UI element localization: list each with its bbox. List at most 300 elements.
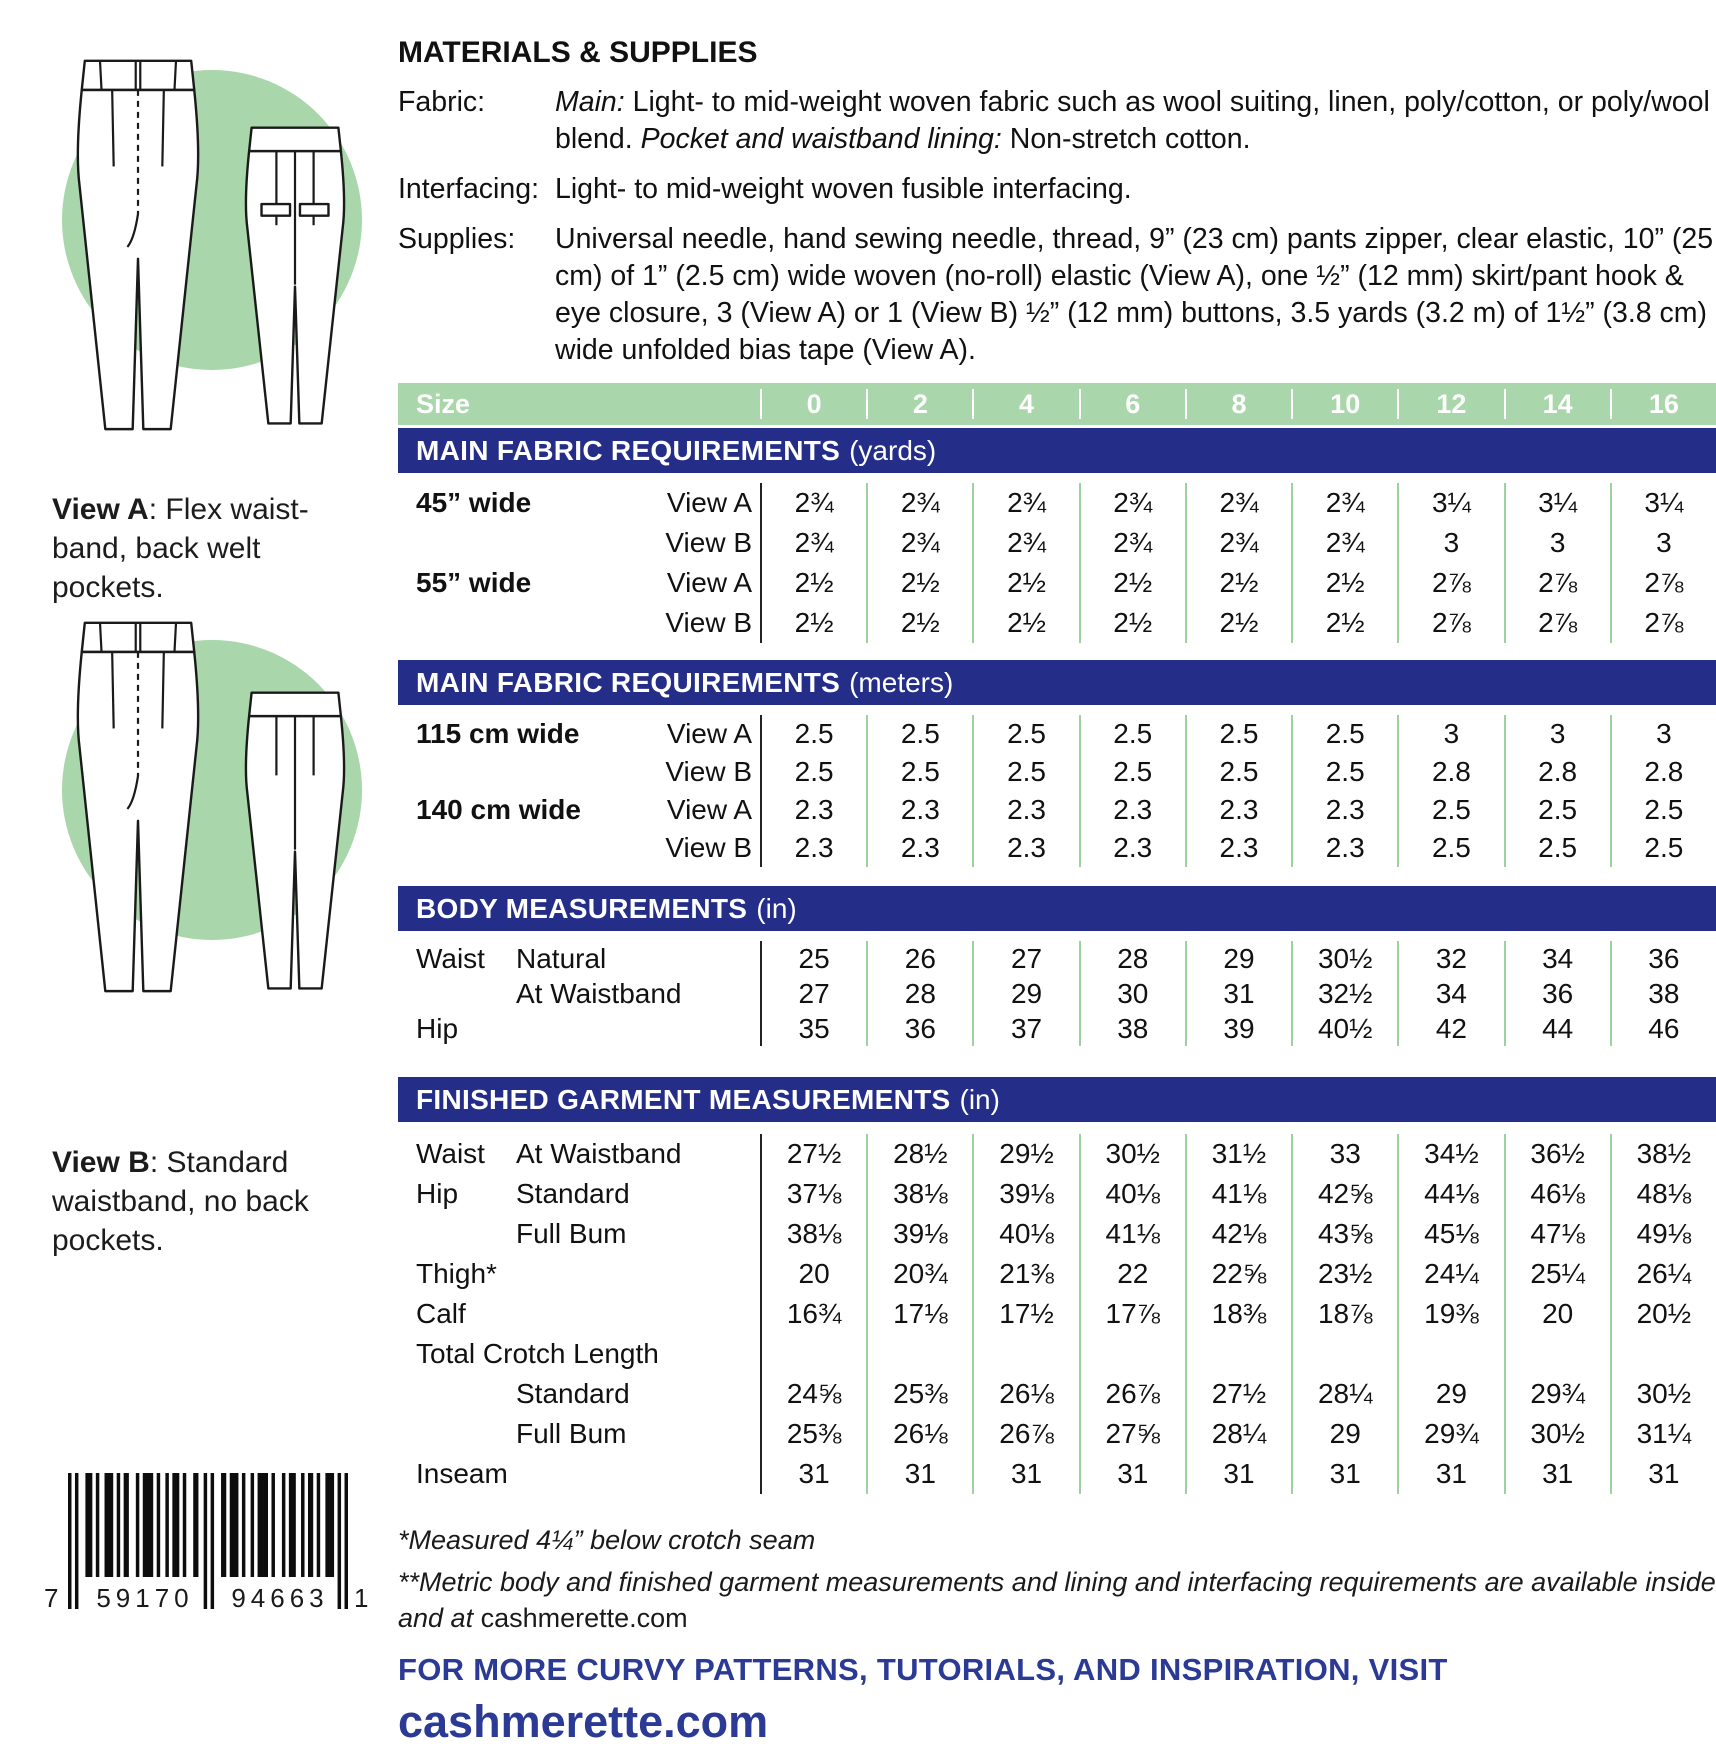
barcode-bar <box>204 1473 207 1609</box>
row-label <box>398 1374 760 1414</box>
table-row <box>398 791 1716 829</box>
row-label-secondary: Full Bum <box>516 1218 627 1249</box>
materials-text <box>555 171 1716 208</box>
table-cell: 27 <box>760 976 866 1011</box>
barcode-bar <box>117 1473 120 1577</box>
section-title: MAIN FABRIC REQUIREMENTS <box>416 666 841 698</box>
table-cell <box>1291 1334 1397 1374</box>
table-body <box>398 705 1716 883</box>
table-cell: 26⅞ <box>972 1414 1078 1454</box>
table-cell: 31¼ <box>1610 1414 1716 1454</box>
table-cell: 19⅜ <box>1397 1294 1503 1334</box>
table-cell: 2¾ <box>972 483 1078 523</box>
table-cell: 2.3 <box>760 791 866 829</box>
row-label-secondary: View B <box>665 756 752 787</box>
table-cell: 29 <box>972 976 1078 1011</box>
table-cell: 2¾ <box>972 523 1078 563</box>
row-label-secondary: Full Bum <box>516 1418 627 1449</box>
section-header <box>398 660 1716 705</box>
table-cell: 2½ <box>1185 563 1291 603</box>
size-header-cell: 2 <box>866 389 972 419</box>
size-header-cell: 6 <box>1079 389 1185 419</box>
row-label-secondary: View A <box>666 487 752 518</box>
barcode-bar <box>136 1473 139 1577</box>
table-cell: 2½ <box>1291 563 1397 603</box>
table-cell: 2¾ <box>1079 523 1185 563</box>
view-a-caption: View A: Flex waist- band, back welt pockets. <box>52 493 309 604</box>
table-cell: 25⅜ <box>760 1414 866 1454</box>
table-cell: 2.3 <box>1291 791 1397 829</box>
table-cell <box>1504 1334 1610 1374</box>
table-cell: 2.8 <box>1397 753 1503 791</box>
text-segment: Main: <box>555 86 625 118</box>
table-cell: 2.5 <box>866 753 972 791</box>
row-label-primary: Waist <box>416 943 485 974</box>
row-label-secondary: View A <box>666 718 752 749</box>
text-segment: Pocket and waistband lining: <box>640 123 1002 155</box>
table-cell: 36½ <box>1504 1134 1610 1174</box>
table-cell: 37⅛ <box>760 1174 866 1214</box>
table-cell: 2½ <box>760 603 866 643</box>
view-b-caption: View B: Standard waistband, no back pockets. <box>52 1146 309 1257</box>
text-segment: Light- to mid-weight woven fabric such as wool suiting, linen, poly/cotton, or poly/wool blend. <box>555 86 1710 155</box>
table-row <box>398 976 1716 1011</box>
table-cell: 32½ <box>1291 976 1397 1011</box>
barcode-digit: 7 <box>44 1583 59 1613</box>
table-row <box>398 1334 1716 1374</box>
table-cell: 21⅜ <box>972 1254 1078 1294</box>
table-cell: 2.5 <box>1291 715 1397 753</box>
barcode-bar <box>68 1473 71 1609</box>
table-cell: 24⅝ <box>760 1374 866 1414</box>
table-cell: 2½ <box>1291 603 1397 643</box>
table-cell: 20 <box>1504 1294 1610 1334</box>
table-cell: 20½ <box>1610 1294 1716 1334</box>
size-header-label: Size <box>416 388 471 419</box>
table-cell: 31 <box>972 1454 1078 1494</box>
table-cell: 31 <box>1504 1454 1610 1494</box>
row-label <box>398 483 760 523</box>
left-column <box>40 38 392 1744</box>
table-cell: 26⅛ <box>866 1414 972 1454</box>
view-a-drawing <box>40 38 392 543</box>
table-cell: 2¾ <box>1079 483 1185 523</box>
barcode-digits-group: 59170 <box>96 1583 194 1613</box>
barcode-bar <box>230 1473 239 1577</box>
table-cell: 2.5 <box>1504 829 1610 867</box>
section-header <box>398 886 1716 931</box>
table-cell <box>1610 1334 1716 1374</box>
table-cell: 42⅝ <box>1291 1174 1397 1214</box>
table-cell: 30½ <box>1079 1134 1185 1174</box>
table-row <box>398 483 1716 523</box>
table-cell: 2.5 <box>972 753 1078 791</box>
barcode-bar <box>143 1473 153 1577</box>
table-row <box>398 523 1716 563</box>
row-label-primary: 115 cm wide <box>416 718 580 749</box>
table-cell: 29 <box>1397 1374 1503 1414</box>
table-cell: 49⅛ <box>1610 1214 1716 1254</box>
row-label-secondary: Natural <box>516 943 607 974</box>
barcode-bar <box>85 1473 92 1577</box>
barcode-bar <box>345 1473 348 1609</box>
table-cell: 3 <box>1504 715 1610 753</box>
table-cell: 29½ <box>972 1134 1078 1174</box>
pants-back <box>246 693 344 989</box>
table-row <box>398 563 1716 603</box>
barcode-bar <box>289 1473 296 1577</box>
table-cell: 41⅛ <box>1185 1174 1291 1214</box>
text-segment: cashmerette.com <box>480 1603 688 1633</box>
table-row <box>398 1254 1716 1294</box>
row-label <box>398 976 760 1011</box>
section-unit: (meters) <box>849 666 954 698</box>
table-row <box>398 1374 1716 1414</box>
text-segment: *Measured 4¼” below crotch seam <box>398 1525 816 1555</box>
table-cell: 28½ <box>866 1134 972 1174</box>
table-cell: 2.3 <box>972 829 1078 867</box>
table-row <box>398 1414 1716 1454</box>
table-cell: 3 <box>1610 715 1716 753</box>
table-cell: 31 <box>1610 1454 1716 1494</box>
barcode-bar <box>282 1473 285 1577</box>
section-unit: (in) <box>756 892 797 924</box>
table-cell: 40½ <box>1291 1011 1397 1046</box>
view-b-drawing <box>40 595 392 1100</box>
table-row <box>398 829 1716 867</box>
row-label <box>398 715 760 753</box>
table-cell: 2.5 <box>866 715 972 753</box>
table-cell: 30½ <box>1291 941 1397 976</box>
table-cell: 18⅜ <box>1185 1294 1291 1334</box>
row-label <box>398 1174 760 1214</box>
barcode-bar <box>338 1473 341 1609</box>
barcode-bar <box>325 1473 334 1577</box>
barcode-bar <box>308 1473 313 1577</box>
table-cell: 2¾ <box>1291 483 1397 523</box>
table-cell: 2.3 <box>866 829 972 867</box>
table-cell: 26 <box>866 941 972 976</box>
table-cell: 3¼ <box>1397 483 1503 523</box>
section-title: BODY MEASUREMENTS <box>416 892 748 924</box>
table-cell: 28¼ <box>1185 1414 1291 1454</box>
table-cell: 23½ <box>1291 1254 1397 1294</box>
table-cell: 17⅛ <box>866 1294 972 1334</box>
table-cell: 2⅞ <box>1504 563 1610 603</box>
size-tables-section <box>398 383 1716 1494</box>
size-header-cell: 16 <box>1610 389 1716 419</box>
materials-supplies-heading: MATERIALS & SUPPLIES <box>398 36 758 69</box>
table-cell: 40⅛ <box>1079 1174 1185 1214</box>
table-cell: 37 <box>972 1011 1078 1046</box>
row-label <box>398 1294 760 1334</box>
section-title: MAIN FABRIC REQUIREMENTS <box>416 434 841 466</box>
barcode-bar <box>251 1473 254 1577</box>
table-cell: 28¼ <box>1291 1374 1397 1414</box>
table-cell: 17½ <box>972 1294 1078 1334</box>
table-row <box>398 941 1716 976</box>
barcode-bar <box>183 1473 186 1577</box>
row-label <box>398 523 760 563</box>
row-label-secondary: View B <box>665 832 752 863</box>
table-cell: 3 <box>1610 523 1716 563</box>
welt-pocket-right <box>300 204 329 216</box>
table-cell: 40⅛ <box>972 1214 1078 1254</box>
table-cell: 41⅛ <box>1079 1214 1185 1254</box>
row-label-primary: Total Crotch Length <box>416 1338 659 1369</box>
row-label-secondary: At Waistband <box>516 1138 682 1169</box>
row-label <box>398 1134 760 1174</box>
barcode <box>40 1473 392 1673</box>
table-row <box>398 1174 1716 1214</box>
footnote-metric <box>398 1564 1716 1636</box>
table-row <box>398 753 1716 791</box>
table-cell: 29 <box>1291 1414 1397 1454</box>
table-cell: 2¾ <box>1291 523 1397 563</box>
row-label-primary: Waist <box>416 1138 485 1169</box>
table-cell: 30 <box>1079 976 1185 1011</box>
row-label-secondary: View A <box>666 794 752 825</box>
row-label-primary: Inseam <box>416 1458 508 1489</box>
table-cell: 25¼ <box>1504 1254 1610 1294</box>
row-label-primary: Hip <box>416 1013 459 1044</box>
table-cell: 2½ <box>760 563 866 603</box>
table-cell: 2.5 <box>1610 829 1716 867</box>
table-cell: 2½ <box>972 603 1078 643</box>
table-cell: 2½ <box>1079 563 1185 603</box>
table-cell: 20 <box>760 1254 866 1294</box>
table-cell: 31 <box>866 1454 972 1494</box>
row-label <box>398 1214 760 1254</box>
table-cell: 2.5 <box>1504 791 1610 829</box>
table-row <box>398 603 1716 643</box>
table-cell: 38½ <box>1610 1134 1716 1174</box>
table-cell: 34 <box>1504 941 1610 976</box>
table-cell: 2.5 <box>1185 715 1291 753</box>
table-cell: 2.5 <box>1397 829 1503 867</box>
row-label <box>398 829 760 867</box>
materials-text <box>555 84 1716 158</box>
barcode-bar <box>242 1473 245 1577</box>
table-body <box>398 1122 1716 1494</box>
table-cell: 2.3 <box>972 791 1078 829</box>
table-cell: 33 <box>1291 1134 1397 1174</box>
table-row <box>398 1011 1716 1046</box>
table-cell: 2.8 <box>1504 753 1610 791</box>
table-cell: 2¾ <box>760 483 866 523</box>
footer-website[interactable]: cashmerette.com <box>398 1696 769 1744</box>
materials-section <box>398 84 1716 369</box>
table-cell: 24¼ <box>1397 1254 1503 1294</box>
table-cell: 2⅞ <box>1504 603 1610 643</box>
table-cell: 39 <box>1185 1011 1291 1046</box>
table-row <box>398 1294 1716 1334</box>
table-cell <box>866 1334 972 1374</box>
table-cell: 42 <box>1397 1011 1503 1046</box>
table-cell: 2½ <box>972 563 1078 603</box>
table-cell: 32 <box>1397 941 1503 976</box>
materials-label: Supplies: <box>398 223 516 255</box>
barcode-bar <box>258 1473 268 1577</box>
table-cell: 34½ <box>1397 1134 1503 1174</box>
row-label <box>398 1454 760 1494</box>
table-cell: 2¾ <box>1185 523 1291 563</box>
table-cell: 2¾ <box>866 483 972 523</box>
table-cell: 27⅝ <box>1079 1414 1185 1454</box>
table-cell: 46 <box>1610 1011 1716 1046</box>
table-cell: 28 <box>1079 941 1185 976</box>
table-cell: 2¾ <box>866 523 972 563</box>
table-cell <box>1185 1334 1291 1374</box>
table-body <box>398 473 1716 657</box>
table-cell: 36 <box>866 1011 972 1046</box>
footer-tagline: FOR MORE CURVY PATTERNS, TUTORIALS, AND INSPIRATION, VISIT <box>398 1652 1448 1687</box>
table-cell: 2.3 <box>760 829 866 867</box>
table-cell: 22 <box>1079 1254 1185 1294</box>
table-cell: 43⅝ <box>1291 1214 1397 1254</box>
table-cell: 29 <box>1185 941 1291 976</box>
table-cell: 47⅛ <box>1504 1214 1610 1254</box>
section-unit: (in) <box>959 1083 1000 1115</box>
row-label <box>398 603 760 643</box>
table-cell: 18⅞ <box>1291 1294 1397 1334</box>
table-cell: 45⅛ <box>1397 1214 1503 1254</box>
section-header <box>398 1077 1716 1122</box>
row-label-secondary: View A <box>666 567 752 598</box>
row-label-primary: Calf <box>416 1298 466 1329</box>
table-cell: 39⅛ <box>866 1214 972 1254</box>
table-cell: 44 <box>1504 1011 1610 1046</box>
row-label-secondary: View B <box>665 527 752 558</box>
view-a-illustration <box>40 38 392 543</box>
table-cell <box>972 1334 1078 1374</box>
table-cell: 31 <box>1185 1454 1291 1494</box>
row-label <box>398 1011 760 1046</box>
barcode-bar <box>75 1473 78 1609</box>
table-cell: 3 <box>1397 523 1503 563</box>
table-cell: 2.5 <box>1079 715 1185 753</box>
size-header-cell: 10 <box>1291 389 1397 419</box>
table-cell: 29¾ <box>1504 1374 1610 1414</box>
table-cell: 26⅞ <box>1079 1374 1185 1414</box>
barcode-bar <box>105 1473 114 1577</box>
row-label-secondary: View B <box>665 607 752 638</box>
materials-row <box>398 221 1716 369</box>
table-cell: 2¾ <box>1185 483 1291 523</box>
size-header-cell: 8 <box>1185 389 1291 419</box>
table-cell: 2⅞ <box>1610 603 1716 643</box>
table-cell: 2.3 <box>1079 791 1185 829</box>
barcode-bar <box>317 1473 320 1577</box>
table-cell: 31 <box>1185 976 1291 1011</box>
table-cell: 2.5 <box>972 715 1078 753</box>
size-header-cell: 0 <box>760 389 866 419</box>
table-cell: 27½ <box>760 1134 866 1174</box>
table-cell: 2.3 <box>1291 829 1397 867</box>
row-label <box>398 1254 760 1294</box>
materials-text <box>555 221 1716 369</box>
table-cell: 38 <box>1610 976 1716 1011</box>
table-cell: 38⅛ <box>760 1214 866 1254</box>
materials-label: Fabric: <box>398 86 486 118</box>
table-cell: 2.3 <box>866 791 972 829</box>
table-cell: 39⅛ <box>972 1174 1078 1214</box>
table-cell: 30½ <box>1504 1414 1610 1454</box>
barcode-bar <box>211 1473 214 1609</box>
table-row <box>398 1134 1716 1174</box>
table-cell: 27 <box>972 941 1078 976</box>
row-label-primary: 55” wide <box>416 567 532 598</box>
table-cell: 2.5 <box>1079 753 1185 791</box>
barcode-bar <box>165 1473 168 1577</box>
row-label <box>398 1334 760 1374</box>
text-segment: Universal needle, hand sewing needle, thread, 9” (23 cm) pants zipper, clear elastic, 10” (25 cm) of 1” (2.5 cm) wide woven (no-roll) elastic (View A), one ½” (12 mm) skirt/pant hook & eye closure, 3 (View A) or 1 (View B) ½” (12 mm) buttons, 3.5 yards (3.2 m) of 1½” (3.8 cm) wide unfolded bias tape (View A). <box>555 223 1714 366</box>
row-label-primary: 45” wide <box>416 487 532 518</box>
barcode-bar <box>124 1473 129 1577</box>
table-cell: 42⅛ <box>1185 1214 1291 1254</box>
table-cell: 3 <box>1504 523 1610 563</box>
table-cell: 2.5 <box>1291 753 1397 791</box>
barcode-digits-group: 94663 <box>231 1583 329 1613</box>
text-segment: **Metric body and finished garment measurements and lining and interfacing requirements are available inside and at <box>398 1567 1716 1633</box>
materials-row <box>398 171 1716 208</box>
barcode-bar <box>96 1473 99 1577</box>
table-cell: 36 <box>1504 976 1610 1011</box>
table-cell: 3 <box>1397 715 1503 753</box>
row-label-secondary: Standard <box>516 1378 630 1409</box>
section-header <box>398 428 1716 473</box>
table-cell: 22⅝ <box>1185 1254 1291 1294</box>
table-cell: 29¾ <box>1397 1414 1503 1454</box>
table-cell: 2.5 <box>1610 791 1716 829</box>
table-cell: 46⅛ <box>1504 1174 1610 1214</box>
table-cell: 31 <box>1079 1454 1185 1494</box>
barcode-bar <box>271 1473 274 1577</box>
table-cell: 35 <box>760 1011 866 1046</box>
table-cell: 17⅞ <box>1079 1294 1185 1334</box>
table-row <box>398 715 1716 753</box>
table-cell: 2½ <box>866 563 972 603</box>
size-header-cell: 12 <box>1397 389 1503 419</box>
pants-front <box>78 61 198 429</box>
table-cell <box>1079 1334 1185 1374</box>
view-b-illustration <box>40 595 392 1100</box>
table-cell: 38 <box>1079 1011 1185 1046</box>
table-cell: 2⅞ <box>1610 563 1716 603</box>
table-cell: 3¼ <box>1504 483 1610 523</box>
row-label <box>398 563 760 603</box>
table-cell: 28 <box>866 976 972 1011</box>
table-cell: 2.8 <box>1610 753 1716 791</box>
table-cell <box>1397 1334 1503 1374</box>
table-cell: 27½ <box>1185 1374 1291 1414</box>
barcode-bar <box>157 1473 160 1577</box>
barcode-bar <box>221 1473 226 1577</box>
barcode-digit: 1 <box>354 1583 369 1613</box>
table-cell: 2⅞ <box>1397 563 1503 603</box>
table-cell: 2¾ <box>760 523 866 563</box>
table-cell: 2.3 <box>1185 829 1291 867</box>
table-cell: 34 <box>1397 976 1503 1011</box>
size-header-cell: 14 <box>1504 389 1610 419</box>
table-cell: 2.5 <box>760 715 866 753</box>
table-cell: 31 <box>760 1454 866 1494</box>
table-cell: 2½ <box>1185 603 1291 643</box>
table-cell: 20¾ <box>866 1254 972 1294</box>
table-cell: 38⅛ <box>866 1174 972 1214</box>
pants-back <box>246 128 344 424</box>
table-cell: 31 <box>1291 1454 1397 1494</box>
